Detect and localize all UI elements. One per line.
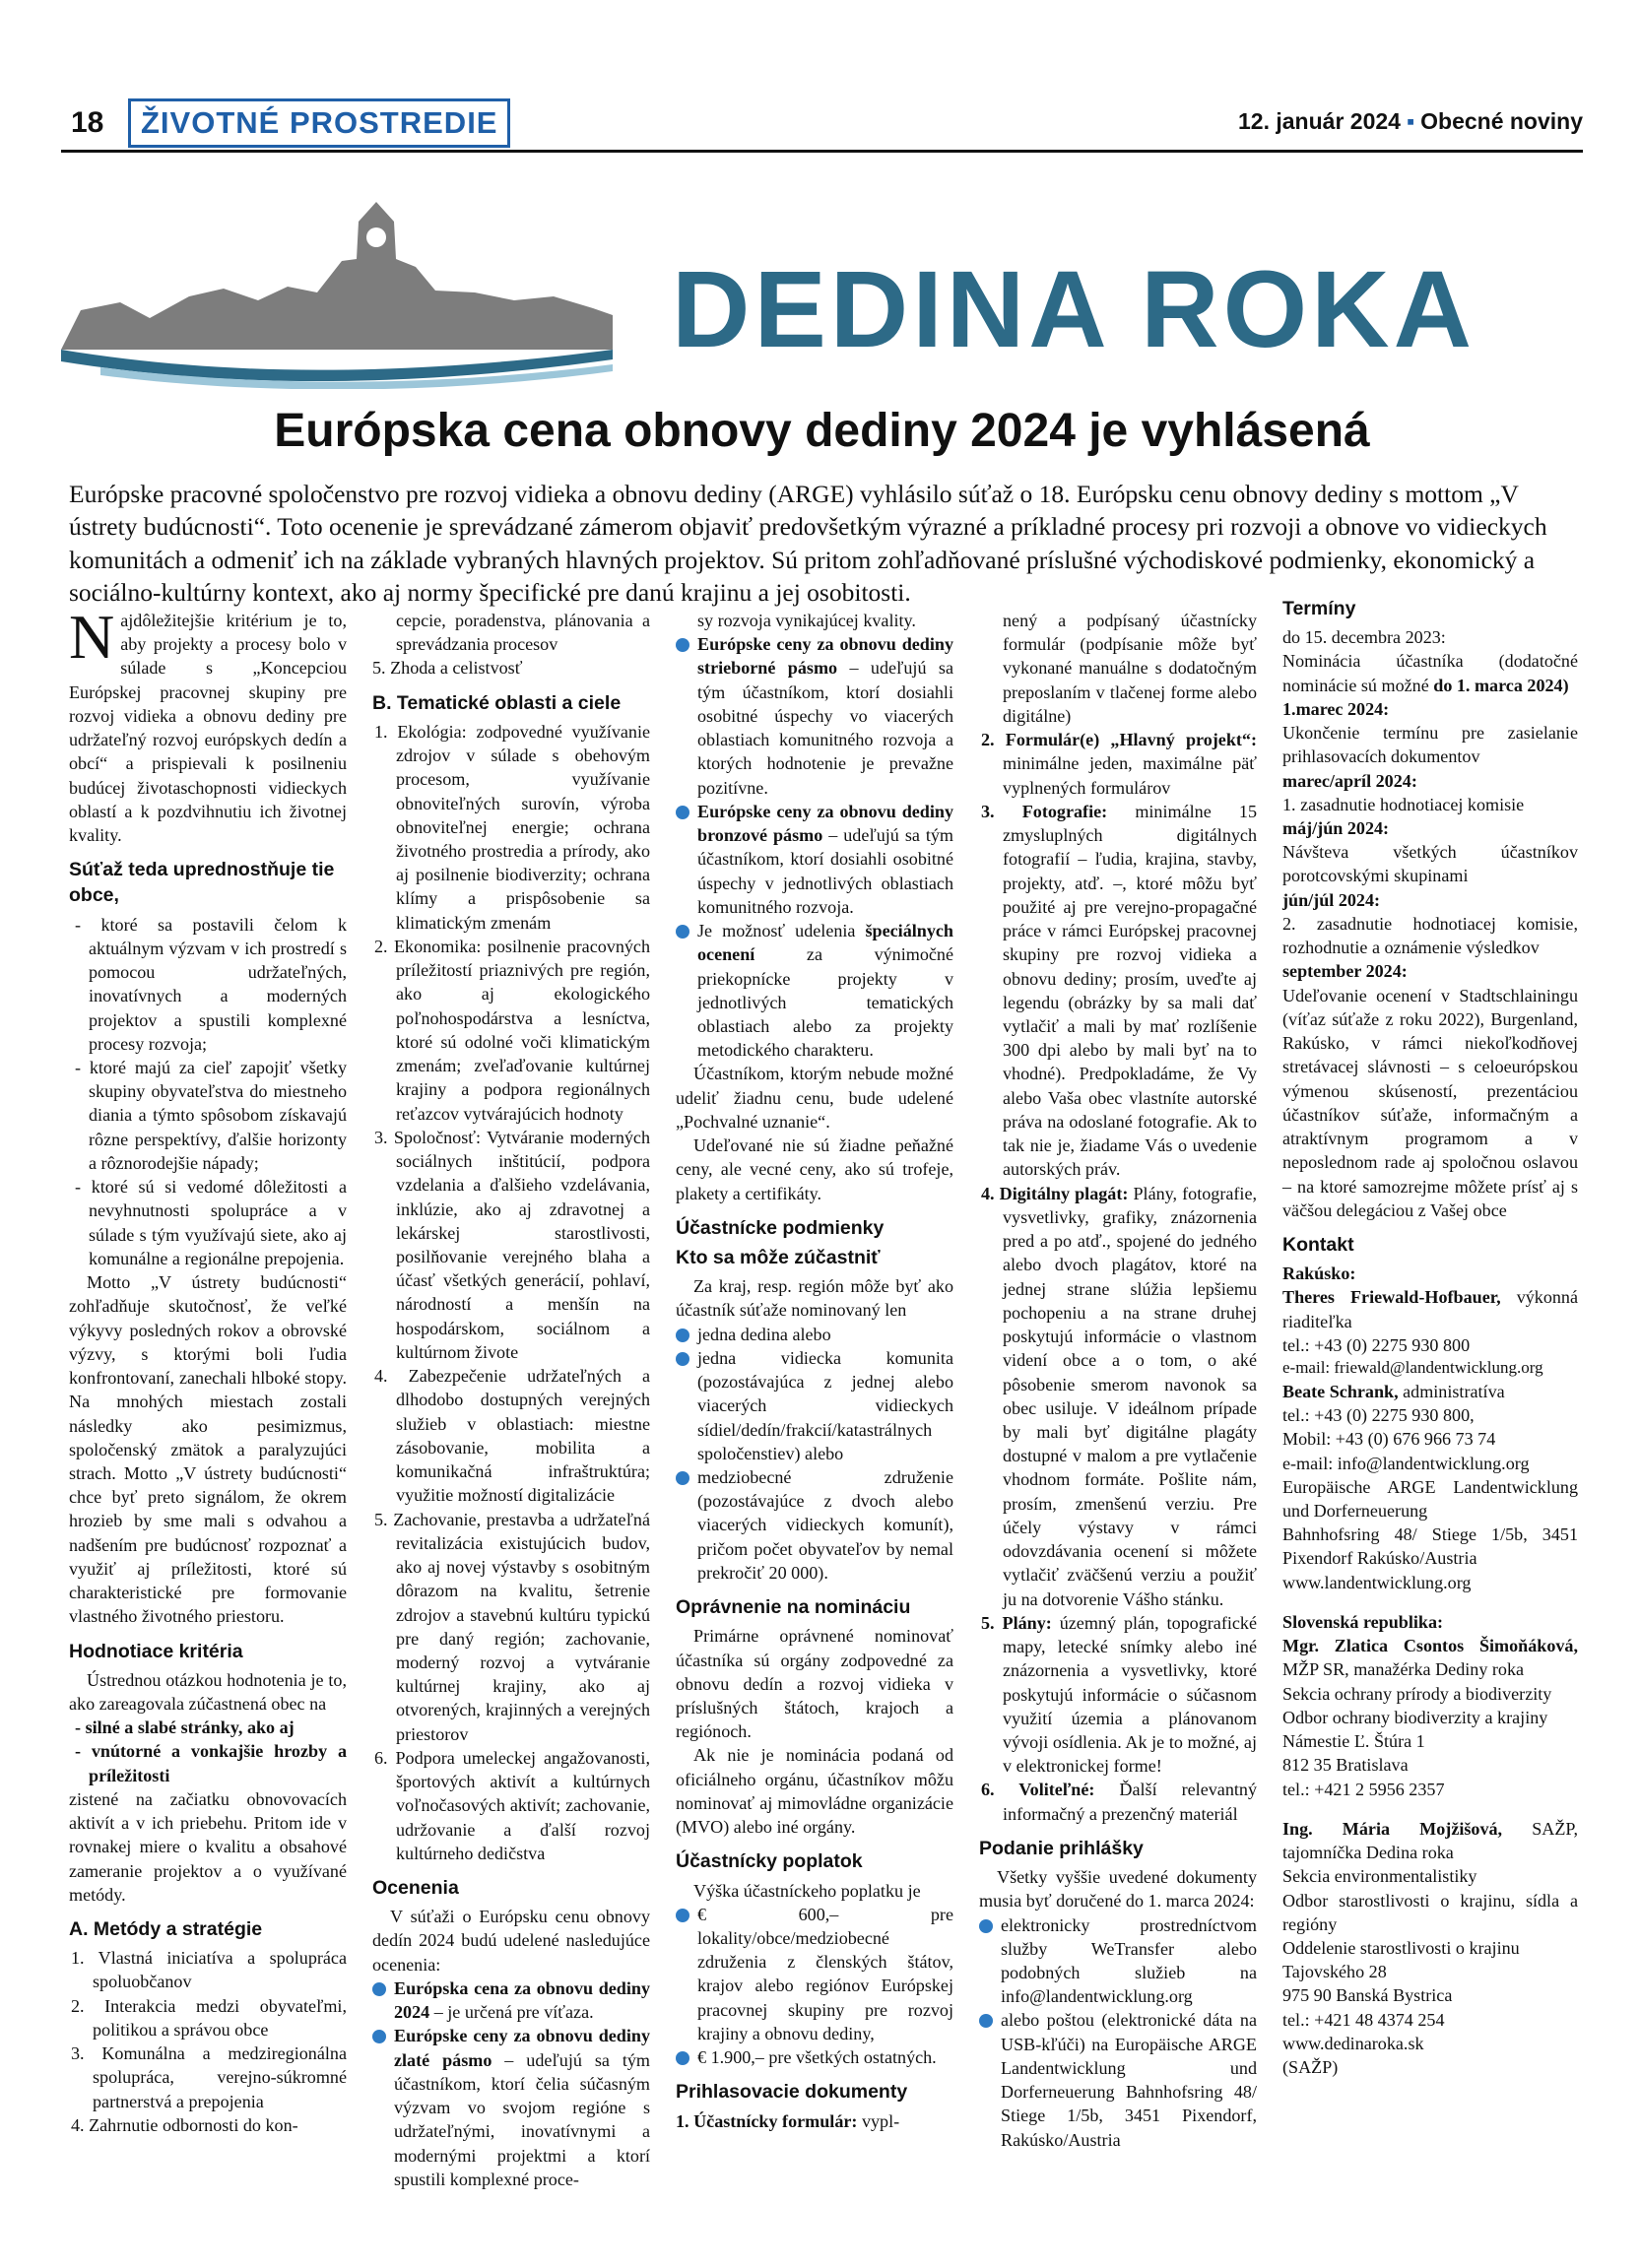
doc-desc: vypl- xyxy=(857,2110,900,2131)
contact-web[interactable]: www.landentwicklung.org xyxy=(1282,1572,1472,1592)
list-item xyxy=(979,800,1257,1182)
contact-dept: Sekcia ochrany prírody a biodiverzity xyxy=(1282,1683,1552,1704)
doc-label: 2. Formulár(e) „Hlavný projekt“: xyxy=(981,730,1257,750)
term-date: september 2024: xyxy=(1282,961,1408,982)
awards-continued: sy rozvoja vynikajúcej kvality. xyxy=(697,611,916,630)
conditions-heading: Účastnícke podmienky xyxy=(676,1216,885,1239)
list-item: 2. Ekonomika: posilnenie pracovných príležitostí priaznivých pre región, ako aj ekologického poľnohospodárstva a lesníctva, ktoré sú odolné voči klimatickým zmenám; zveľaďovanie kultúrnej krajiny a podpora regionálnych reťazcov vytvárajúcich hodnoty xyxy=(374,936,650,1124)
contact-person xyxy=(1282,1285,1578,1332)
list-item: 4. Zabezpečenie udržateľných a dlhodobo dostupných verejných služieb v oblastiach: miestne zásobovanie, mobilita a komunikačná infraštruktúra; využitie možností digitalizácie xyxy=(374,1366,650,1506)
method-item-5: 5. Zhoda a celistvosť xyxy=(372,658,523,679)
doc-desc: územný plán, topografické mapy, letecké snímky alebo iné znázornenia a vysvetlivky, ktoré poskytujú informácie o súčasnom využití územia a plánovanom vývoji osídlenia. Ak je to možné, aj v elektronickej forme! xyxy=(1003,1612,1257,1777)
term-date: marec/apríl 2024: xyxy=(1282,770,1417,791)
list-item xyxy=(372,2024,650,2191)
no-prize-text: Účastníkom, ktorým nebude možné udeliť žiadnu cenu, bude udelené „Pochvalné uznanie“. xyxy=(676,1064,953,1132)
priority-heading: Súťaž teda uprednostňuje tie obce, xyxy=(69,859,335,907)
contact-city: 812 35 Bratislava xyxy=(1282,1755,1409,1776)
contact-heading: Kontakt xyxy=(1282,1233,1354,1256)
term-text: Návšteva všetkých účastníkov porotcovskými skupinami xyxy=(1282,842,1578,886)
list-item: - ktoré sú si vedomé dôležitosti a nevyhnutnosti spolupráce a v súlade s tým využívajú siete, ako aj komunálne a regionálne prepojenia. xyxy=(69,1175,347,1270)
eval-heading: Hodnotiace kritéria xyxy=(69,1640,243,1662)
doc-desc: minimálne jeden, maximálne päť vyplnených formulárov xyxy=(1003,753,1257,798)
dropcap: N xyxy=(69,602,115,672)
award-desc: – udeľujú sa tým účastníkom, ktorí dosiahli osobitné úspechy v jednotlivých oblastiach komunitného rozvoja. xyxy=(697,825,954,917)
contact-role: MŽP SR, manažérka Dediny roka xyxy=(1282,1659,1525,1680)
contact-person xyxy=(1282,1380,1578,1403)
contact-email[interactable]: e-mail: info@landentwicklung.org xyxy=(1282,1453,1530,1473)
column-1 xyxy=(69,602,347,2137)
award-desc: – udeľujú sa tým účastníkom, ktorí čelia súčasným výzvam vo svojom regióne s udržateľnými, inovatívnymi a modernými projektmi a ktorí spustili komplexné proce- xyxy=(394,2049,650,2189)
list-item xyxy=(676,919,953,1062)
intro-text: ajdôležitejšie kritérium je to, aby projekty a procesy bolo v súlade s „Koncepciou Európskej pracovnej skupiny pre rozvoj vidieka a obnovu dediny pre udržateľný rozvoj európskych dedín a obcí“ a prispievali k posilneniu budúcej životaschopnosti vidieckych oblastí a k pozdvihnutiu ich životnej kvality. xyxy=(69,611,347,846)
awards-heading: Ocenenia xyxy=(372,1877,459,1900)
term-date: jún/júl 2024: xyxy=(1282,889,1381,910)
term-text: 2. zasadnutie hodnotiacej komisie, rozhodnutie a oznámenie výsledkov xyxy=(1282,913,1578,958)
banner xyxy=(61,202,1583,389)
award-name: Európska cena za obnovu dediny 2024 xyxy=(394,1977,650,2023)
contact-role: SAŽP, tajomníčka Dedina roka xyxy=(1282,1818,1578,1863)
date-source xyxy=(1238,108,1583,135)
award-desc: – je určená pre víťaza. xyxy=(429,2002,594,2023)
doc-label: 3. Fotografie: xyxy=(981,801,1108,821)
contact-web[interactable]: www.dedinaroka.sk xyxy=(1282,2033,1424,2053)
contact-address: Bahnhofsring 48/ Stiege 1/5b, 3451 Pixendorf Rakúsko/Austria xyxy=(1282,1524,1578,1569)
contact-address: Tajovského 28 xyxy=(1282,1962,1387,1982)
contact-name: Ing. Mária Mojžišová, xyxy=(1282,1818,1503,1839)
term-text xyxy=(1282,649,1578,696)
submit-heading: Podanie prihlášky xyxy=(979,1837,1144,1859)
submit-intro: Všetky vyššie uvedené dokumenty musia byť doručené do 1. marca 2024: xyxy=(979,1867,1257,1912)
lead-paragraph: Európske pracovné spoločenstvo pre rozvoj vidieka a obnovu dediny (ARGE) vyhlásilo súťaž o 18. Európsku cenu obnovy dediny s mottom „V ústrety budúcnosti“. Toto ocenenie je sprevádzané zámerom objaviť predovšetkým výrazné a príkladné procesy pri rozvoji a obnove vo vidieckych komunitách a odmeniť ich na základe vybraných hlavných projektov. Sú pritom zohľadňované príslušné východiskové podmienky, ekonomický a sociálno-kultúrny kontext, ako aj normy špecifické pre danú krajinu a jej osobitosti. xyxy=(69,480,1547,608)
list-item: elektronicky prostredníctvom služby WeTransfer alebo podobných služieb na info@landentwicklung.org xyxy=(979,1913,1257,2009)
list-item: alebo poštou (elektronické dáta na USB-kľúči) na Europäische ARGE Landentwicklung und Dorferneuerung Bahnhofsring 48/ Stiege 1/5b, 3451 Pixendorf, Rakúsko/Austria xyxy=(979,2008,1257,2151)
list-item: € 1.900,– pre všetkých ostatných. xyxy=(676,2045,953,2069)
contact-name: Theres Friewald-Hofbauer, xyxy=(1282,1287,1501,1308)
doc-desc: Ďalší relevantný informačný a prezenčný materiál xyxy=(1003,1780,1257,1824)
submit-list xyxy=(979,1913,1257,2152)
fee-heading: Účastnícky poplatok xyxy=(676,1850,863,1873)
section-label: ŽIVOTNÉ PROSTREDIE xyxy=(128,98,510,148)
award-name: Európske ceny za obnovu dediny bronzové pásmo xyxy=(697,801,953,846)
contact-city: 975 90 Banská Bystrica xyxy=(1282,1985,1453,2006)
list-item xyxy=(979,1611,1257,1779)
eval-list xyxy=(69,1716,347,1787)
contact-dept: Oddelenie starostlivosti o krajinu xyxy=(1282,1937,1520,1958)
banner-title: DEDINA ROKA xyxy=(672,249,1476,370)
term-date: 1.marec 2024: xyxy=(1282,698,1390,719)
doc-label: 1. Účastnícky formulár: xyxy=(676,2110,858,2131)
doc-1-continued: nený a podpísaný účastnícky formulár (podpísanie môže byť vykonané manuálne s dodatočným preposlaním v tlačenej forme alebo digitálne) xyxy=(1003,611,1257,726)
header-rule xyxy=(61,150,1583,153)
list-item: 3. Spoločnosť: Vytváranie moderných sociálnych inštitúcií, podpora vzdelania a ďalšieho vzdelávania, inklúzie, ako aj zdravotnej a lekárskej starostlivosti, posilňovanie verejného blaha a účasť všetkých generácií, pohlaví, národností a menšín na hospodárskom, sociálnom a kultúrnom živote xyxy=(374,1127,650,1362)
contact-role: administratíva xyxy=(1398,1381,1505,1401)
village-silhouette-logo xyxy=(61,202,672,389)
motto-paragraph: Motto „V ústrety budúcnosti“ zohľadňuje skutočnosť, že veľké výkyvy posledných rokov a obrovské výzvy, s ktorými boli ľudia konfrontovaní, zanechali hlboké stopy. Na mnohých miestach zostali následky ako pesimizmus, spoločenský zmätok a paralyzujúci strach. Motto „V ústrety budúcnosti“ chce byť preto signálom, že okrem hrozieb by sme mali s odvahou a nadšením pre budúcnosť rozpoznať a využiť aj príležitosti, ktoré sú charakteristické pre formovanie vlastného životného priestoru. xyxy=(69,1272,347,1627)
contact-address: Námestie Ľ. Štúra 1 xyxy=(1282,1731,1425,1752)
column-4 xyxy=(979,609,1257,2152)
list-item xyxy=(676,800,953,919)
methods-list xyxy=(69,1946,347,2137)
thematic-heading: B. Tematické oblasti a ciele xyxy=(372,691,622,714)
who-intro: Za kraj, resp. región môže byť ako účastník súťaže nominovaný len xyxy=(676,1276,953,1321)
contact-phone: tel.: +421 48 4374 254 xyxy=(1282,2009,1445,2030)
award-name: Európske ceny za obnovu dediny zlaté pásmo xyxy=(394,2026,650,2070)
list-item: - silné a slabé stránky, ako aj xyxy=(69,1716,347,1739)
doc-desc: Plány, fotografie, vysvetlivky, grafiky, znázornenia pred a po atď., spojené do jedného alebo dvoch plagátov, ktoré na jednej strane slúžia lepšiemu pochopeniu a na strane druhej poskytujú informácie o vlastnom videní obce a o tom, o aké pôsobenie smerom navonok sa obec usiluje. V ideálnom prípade by mali byť digitálne plagáty dostupné v malom a pre vytlačenie vhodnom formáte. Pošlite nám, prosím, zmenšenú verziu. Pre účely výstavy v rámci odovzdávania ocenení si môžete vytlačiť zväčšenú verziu a použiť ju na dotvorenie Vášho stánku. xyxy=(1003,1183,1257,1609)
eval-end: zistené na začiatku obnovovacích aktivít a v ich priebehu. Pritom ide v rovnakej miere o kvalitu a obsahové zameranie projektov a o využívané metódy. xyxy=(69,1788,347,1905)
list-item: 6. Podpora umeleckej angažovanosti, športových aktivít a kultúrnych voľnočasových aktivít; zachovanie, udržovanie a ďalší rozvoj kultúrneho dedičstva xyxy=(374,1747,650,1863)
no-money-text: Udeľované nie sú žiadne peňažné ceny, ale vecné ceny, ako sú trofeje, plakety a certifikáty. xyxy=(676,1135,953,1203)
list-item xyxy=(979,728,1257,800)
entitled-heading: Oprávnenie na nomináciu xyxy=(676,1596,911,1619)
list-item: 1. Vlastná iniciatíva a spolupráca spoluobčanov xyxy=(71,1948,347,1992)
list-item: 2. Interakcia medzi obyvateľmi, politikou a správou obce xyxy=(71,1995,347,2040)
contact-dept: Sekcia environmentalistiky xyxy=(1282,1866,1477,1887)
column-2 xyxy=(372,609,650,2191)
docs-list xyxy=(979,728,1257,1826)
list-item: 4. Zahrnutie odbornosti do kon- xyxy=(71,2114,298,2135)
term-date: do 15. decembra 2023: xyxy=(1282,627,1446,648)
column-3 xyxy=(676,609,953,2133)
page-header xyxy=(61,98,1583,148)
fee-list xyxy=(676,1903,953,2070)
contact-email[interactable]: e-mail: friewald@landentwicklung.org xyxy=(1282,1358,1543,1378)
awards-intro: V súťaži o Európsku cenu obnovy dedín 2024 budú udelené nasledujúce ocenenia: xyxy=(372,1907,650,1975)
contact-phone: tel.: +421 2 5956 2357 xyxy=(1282,1779,1445,1799)
contact-country: Slovenská republika: xyxy=(1282,1611,1444,1632)
list-item: € 600,– pre lokality/obce/medziobecné združenia z členských štátov, krajov alebo regiónov Európskej pracovnej skupiny pre rozvoj krajiny a obnovu dediny, xyxy=(676,1903,953,2045)
contact-person xyxy=(1282,1634,1578,1681)
who-list xyxy=(676,1323,953,1586)
intro-paragraph xyxy=(69,602,347,847)
methods-continued: cepcie, poradenstva, plánovania a sprevádzania procesov xyxy=(396,611,650,655)
terms-heading: Termíny xyxy=(1282,598,1356,619)
column-5 xyxy=(1282,596,1578,2079)
list-item: - ktoré majú za cieľ zapojiť všetky skupiny obyvateľstva do miestneho diania a týmto spôsobom získavajú rôzne perspektívy, ďalšie horizonty a rôznorodejšie nápady; xyxy=(69,1056,347,1175)
fee-intro: Výška účastníckeho poplatku je xyxy=(693,1880,921,1901)
newspaper-name: Obecné noviny xyxy=(1420,108,1583,134)
award-desc: – udeľujú sa tým účastníkom, ktorí dosiahli osobitné úspechy vo viacerých oblastiach komunitného rozvoja a ktorých hodnotenie je prevažne pozitívne. xyxy=(697,658,953,798)
awards-list xyxy=(372,1976,650,2191)
term-text-b: do 1. marca 2024) xyxy=(1433,675,1569,695)
entitled-text-1: Primárne oprávnené nominovať účastníka sú orgány zodpovedné za obnovu dedín a rozvoj vidieka v príslušných štátoch, krajoch a regiónoch. xyxy=(676,1626,953,1742)
doc-label: 6. Voliteľné: xyxy=(981,1780,1095,1800)
list-item: jedna dedina alebo xyxy=(676,1323,953,1346)
term-date: máj/jún 2024: xyxy=(1282,818,1390,838)
doc-item-1 xyxy=(676,2109,953,2133)
issue-date: 12. január 2024 xyxy=(1238,108,1401,134)
contact-country: Rakúsko: xyxy=(1282,1264,1356,1284)
contact-org: Europäische ARGE Landentwicklung und Dorferneuerung xyxy=(1282,1476,1578,1521)
term-text-a: Nominácia účastníka (dodatočné nominácie sú možné xyxy=(1282,651,1578,695)
doc-label: 5. Plány: xyxy=(981,1612,1052,1633)
author-signature: (SAŽP) xyxy=(1282,2057,1339,2078)
separator-dot: ▪ xyxy=(1406,108,1415,134)
contact-name: Beate Schrank, xyxy=(1282,1381,1399,1401)
list-item: - ktoré sa postavili čelom k aktuálnym výzvam v ich prostredí s pomocou udržateľných, inovatívnych a moderných projektov a spustili komplexné procesy rozvoja; xyxy=(69,913,347,1056)
awards-list-2 xyxy=(676,632,953,1062)
award-name: Európske ceny za obnovu dediny strieborné pásmo xyxy=(697,634,953,679)
who-heading: Kto sa môže zúčastniť xyxy=(676,1246,881,1268)
term-text: Udeľovanie ocenení v Stadtschlainingu (víťaz súťaže z roku 2022), Burgenland, Rakúsko, v rámci niekoľkodňovej stretávacej slávnosti – s celoeurópskou výmenou skúseností, prezentáciou účastníkov súťaže, informačným a atraktívnym programom a v neposlednom rade aj spoločnou oslavou – na ktoré samozrejme môžete prísť aj s väčšou delegáciou z Vašej obce xyxy=(1282,985,1578,1220)
list-item: medziobecné združenie (pozostávajúce z dvoch alebo viacerých vidieckych komunít), pričom počet obyvateľov by nemal prekročiť 20 000). xyxy=(676,1465,953,1585)
award-pre: Je možnosť udelenia xyxy=(697,921,866,941)
contact-role: výkonná riaditeľka xyxy=(1282,1287,1578,1331)
award-desc: za výnimočné priekopnícke projekty v jednotlivých tematických oblastiach alebo za projekty metodického charakteru. xyxy=(697,944,953,1061)
contact-dept: Odbor ochrany biodiverzity a krajiny xyxy=(1282,1707,1548,1727)
methods-heading: A. Metódy a stratégie xyxy=(69,1918,263,1941)
list-item: 1. Ekológia: zodpovedné využívanie zdrojov v súlade s obehovým procesom, využívanie obnoviteľných surovín, výroba obnoviteľnej energie; ochrana životného prostredia a prírody, ako aj posilnenie biodiverzity; ochrana klímy a prispôsobenie sa klimatickým zmenám xyxy=(374,721,650,933)
list-item: - vnútorné a vonkajšie hrozby a príležitosti xyxy=(69,1739,347,1786)
entitled-text-2: Ak nie je nominácia podaná od oficiálneho orgánu, účastníkov môžu nominovať aj mimovládne organizácie (MVO) alebo iné orgány. xyxy=(676,1745,953,1838)
list-item xyxy=(979,1778,1257,1825)
list-item: jedna vidiecka komunita (pozostávajúca z jednej alebo viacerých vidieckych sídiel/dedín/frakcií/katastrálnych spoločenstiev) alebo xyxy=(676,1346,953,1465)
priority-list xyxy=(69,913,347,1271)
headline: Európska cena obnovy dediny 2024 je vyhlásená xyxy=(274,405,1370,457)
thematic-list xyxy=(372,720,650,1865)
term-text: Ukončenie termínu pre zasielanie prihlasovacích dokumentov xyxy=(1282,723,1578,767)
contact-phone: tel.: +43 (0) 2275 930 800 xyxy=(1282,1334,1471,1355)
contact-mobile: Mobil: +43 (0) 676 966 73 74 xyxy=(1282,1429,1496,1450)
term-text: 1. zasadnutie hodnotiacej komisie xyxy=(1282,794,1525,814)
contact-name: Mgr. Zlatica Csontos Šimoňáková, xyxy=(1282,1636,1578,1656)
contact-dept: Odbor starostlivosti o krajinu, sídla a regióny xyxy=(1282,1890,1578,1934)
contact-person xyxy=(1282,1817,1578,1864)
doc-label: 4. Digitálny plagát: xyxy=(981,1183,1129,1203)
page-number: 18 xyxy=(71,106,104,139)
doc-desc: minimálne 15 zmysluplných digitálnych fotografií – ľudia, krajina, stavby, projekty, atď. –, ktoré môžu byť použité aj pre verejno-propagačné práce v rámci Európskej pracovnej skupiny pre rozvoj vidieka a obnovu dediny; prosím, uveďte aj legendu (obrázky by sa mali dať vytlačiť a mali by mať rozlíšenie 300 dpi alebo by mali byť na to vhodné). Predpokladáme, že Vy alebo Vaša obec vlastníte autorské práva na odoslané fotografie. Ak to tak nie je, žiadame Vás o uvedenie autorských práv. xyxy=(1003,801,1257,1180)
list-item: 3. Komunálna a medziregionálna spolupráca, verejno-súkromné partnerstvá a prepojenia xyxy=(71,2043,347,2111)
contact-phone: tel.: +43 (0) 2275 930 800, xyxy=(1282,1405,1475,1426)
eval-intro: Ústrednou otázkou hodnotenia je to, ako zareagovala zúčastnená obec na xyxy=(69,1669,347,1714)
list-item xyxy=(372,1976,650,2024)
list-item xyxy=(979,1182,1257,1611)
list-item xyxy=(676,632,953,800)
docs-heading: Prihlasovacie dokumenty xyxy=(676,2081,908,2104)
award-name: špeciálnych ocenení xyxy=(697,921,953,965)
list-item: 5. Zachovanie, prestavba a udržateľná revitalizácia existujúcich budov, ako aj novej výstavby s osobitným dôrazom na kvalitu, šetrenie zdrojov a stavebnú kultúru typickú pre daný región; zachovanie, moderný rozvoj a vytváranie kultúrnej krajiny, ako aj otvorených, krajinných a verejných priestorov xyxy=(374,1509,650,1744)
